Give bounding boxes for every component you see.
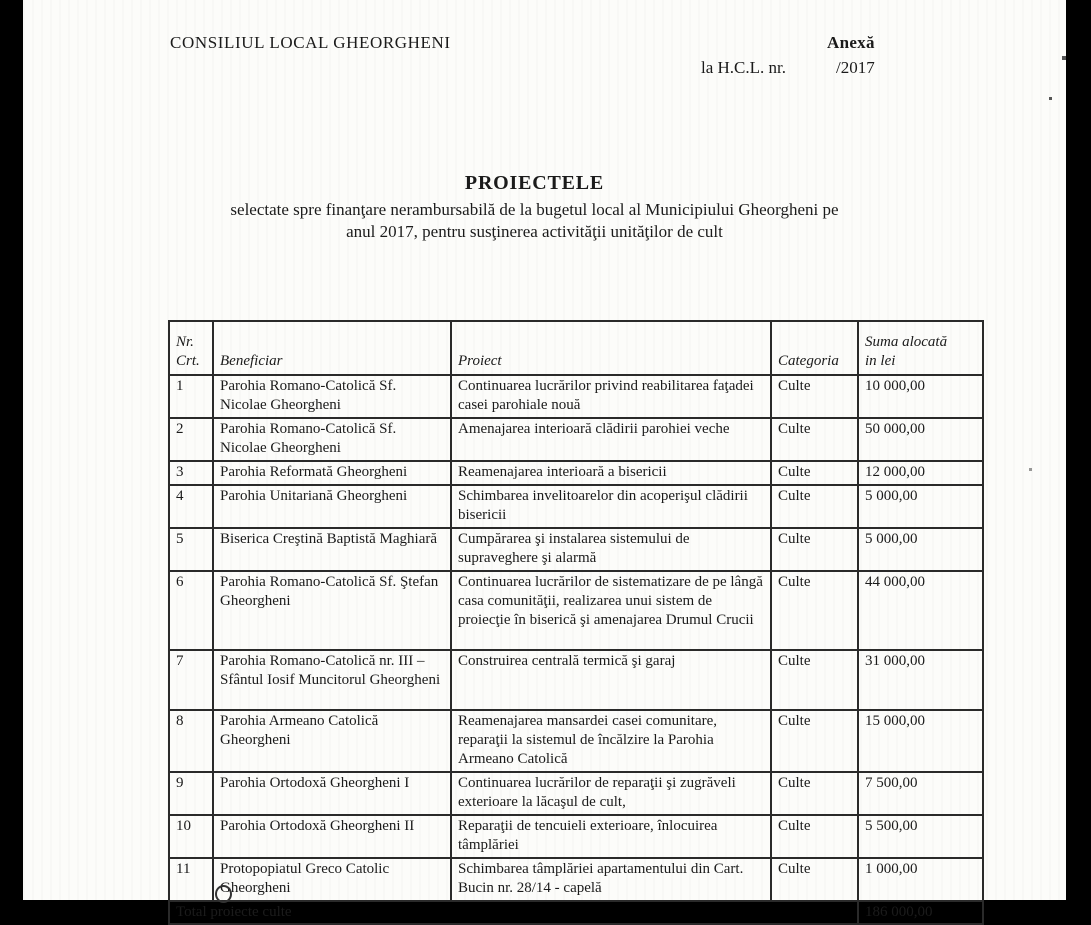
cell-suma: 5 500,00	[858, 815, 983, 858]
cell-beneficiar: Biserica Creştină Baptistă Maghiară	[213, 528, 451, 571]
hcl-prefix: la H.C.L. nr.	[701, 58, 786, 77]
title-block	[147, 172, 922, 243]
cell-categoria: Culte	[771, 815, 858, 858]
handwritten-circle-mark	[215, 885, 232, 903]
cell-categoria: Culte	[771, 418, 858, 461]
cell-proiect: Reamenajarea interioară a bisericii	[451, 461, 771, 485]
cell-proiect: Reparaţii de tencuieli exterioare, înlocuirea tâmplăriei	[451, 815, 771, 858]
cell-suma: 5 000,00	[858, 485, 983, 528]
cell-nr: 9	[169, 772, 213, 815]
cell-beneficiar: Parohia Ortodoxă Gheorgheni II	[213, 815, 451, 858]
hcl-year: /2017	[836, 58, 875, 77]
cell-beneficiar: Parohia Unitariană Gheorgheni	[213, 485, 451, 528]
cell-proiect: Continuarea lucrărilor privind reabilitarea faţadei casei parohiale nouă	[451, 375, 771, 418]
projects-table	[168, 320, 984, 925]
cell-categoria: Culte	[771, 858, 858, 901]
cell-nr: 4	[169, 485, 213, 528]
cell-beneficiar: Parohia Reformată Gheorgheni	[213, 461, 451, 485]
table-row	[169, 418, 983, 461]
subtitle-line-2: anul 2017, pentru susţinerea activităţii unităţilor de cult	[346, 222, 723, 241]
cell-categoria: Culte	[771, 650, 858, 710]
cell-nr: 2	[169, 418, 213, 461]
cell-categoria: Culte	[771, 375, 858, 418]
cell-beneficiar: Protopopiatul Greco Catolic Gheorgheni	[213, 858, 451, 901]
cell-beneficiar: Parohia Ortodoxă Gheorgheni I	[213, 772, 451, 815]
cell-proiect: Schimbarea tâmplăriei apartamentului din Cart. Bucin nr. 28/14 - capelă	[451, 858, 771, 901]
table-row	[169, 571, 983, 650]
cell-suma: 12 000,00	[858, 461, 983, 485]
subtitle-line-1: selectate spre finanţare nerambursabilă de la bugetul local al Municipiului Gheorgheni pe	[230, 200, 839, 219]
table-row	[169, 815, 983, 858]
cell-nr: 7	[169, 650, 213, 710]
col-header-proiect: Proiect	[451, 321, 771, 375]
cell-proiect: Cumpărarea şi instalarea sistemului de supraveghere şi alarmă	[451, 528, 771, 571]
cell-nr: 3	[169, 461, 213, 485]
cell-nr: 11	[169, 858, 213, 901]
cell-categoria: Culte	[771, 528, 858, 571]
col-header-suma: Suma alocată in lei	[858, 321, 983, 375]
document-subtitle	[147, 199, 922, 243]
scan-speck	[1049, 97, 1052, 100]
cell-beneficiar: Parohia Romano-Catolică Sf. Nicolae Gheorgheni	[213, 418, 451, 461]
cell-proiect: Schimbarea invelitoarelor din acoperişul clădirii bisericii	[451, 485, 771, 528]
cell-suma: 1 000,00	[858, 858, 983, 901]
cell-nr: 1	[169, 375, 213, 418]
cell-nr: 6	[169, 571, 213, 650]
table-row	[169, 772, 983, 815]
table-row	[169, 485, 983, 528]
table-row	[169, 461, 983, 485]
cell-categoria: Culte	[771, 710, 858, 772]
cell-proiect: Amenajarea interioară clădirii parohiei veche	[451, 418, 771, 461]
annex-label: Anexă	[827, 33, 875, 52]
cell-suma: 10 000,00	[858, 375, 983, 418]
cell-categoria: Culte	[771, 772, 858, 815]
cell-proiect: Continuarea lucrărilor de sistematizare de pe lângă casa comunităţii, realizarea unui sistem de proiecţie în biserică şi amenajarea Drumul Crucii	[451, 571, 771, 650]
cell-nr: 5	[169, 528, 213, 571]
document-title: PROIECTELE	[464, 172, 605, 194]
cell-suma: 44 000,00	[858, 571, 983, 650]
table-header-row	[169, 321, 983, 375]
cell-suma: 50 000,00	[858, 418, 983, 461]
cell-suma: 7 500,00	[858, 772, 983, 815]
col-header-beneficiar: Beneficiar	[213, 321, 451, 375]
total-label: Total proiecte culte	[169, 901, 858, 924]
cell-categoria: Culte	[771, 571, 858, 650]
cell-beneficiar: Parohia Romano-Catolică nr. III – Sfântul Iosif Muncitorul Gheorgheni	[213, 650, 451, 710]
hcl-reference-line	[701, 58, 875, 78]
table-total-row	[169, 901, 983, 924]
cell-categoria: Culte	[771, 485, 858, 528]
table-row	[169, 710, 983, 772]
org-name: CONSILIUL LOCAL GHEORGHENI	[170, 33, 451, 52]
table-row	[169, 528, 983, 571]
cell-suma: 15 000,00	[858, 710, 983, 772]
cell-proiect: Reamenajarea mansardei casei comunitare, reparaţii la sistemul de încălzire la Parohia Armeano Catolică	[451, 710, 771, 772]
cell-beneficiar: Parohia Romano-Catolică Sf. Ştefan Gheorgheni	[213, 571, 451, 650]
table-row	[169, 650, 983, 710]
cell-suma: 31 000,00	[858, 650, 983, 710]
document-paper	[23, 0, 1066, 920]
cell-categoria: Culte	[771, 461, 858, 485]
cell-nr: 10	[169, 815, 213, 858]
col-header-nr-crt: Nr. Crt.	[169, 321, 213, 375]
cell-proiect: Continuarea lucrărilor de reparaţii şi zugrăveli exterioare la lăcaşul de cult,	[451, 772, 771, 815]
cell-suma: 5 000,00	[858, 528, 983, 571]
table-row	[169, 375, 983, 418]
total-suma: 186 000,00	[858, 901, 983, 924]
scan-speck	[1029, 468, 1032, 471]
table-row	[169, 858, 983, 901]
cell-proiect: Construirea centrală termică şi garaj	[451, 650, 771, 710]
cell-beneficiar: Parohia Romano-Catolică Sf. Nicolae Gheorgheni	[213, 375, 451, 418]
cell-nr: 8	[169, 710, 213, 772]
cell-beneficiar: Parohia Armeano Catolică Gheorgheni	[213, 710, 451, 772]
scan-speck	[1062, 56, 1066, 60]
col-header-categoria: Categoria	[771, 321, 858, 375]
